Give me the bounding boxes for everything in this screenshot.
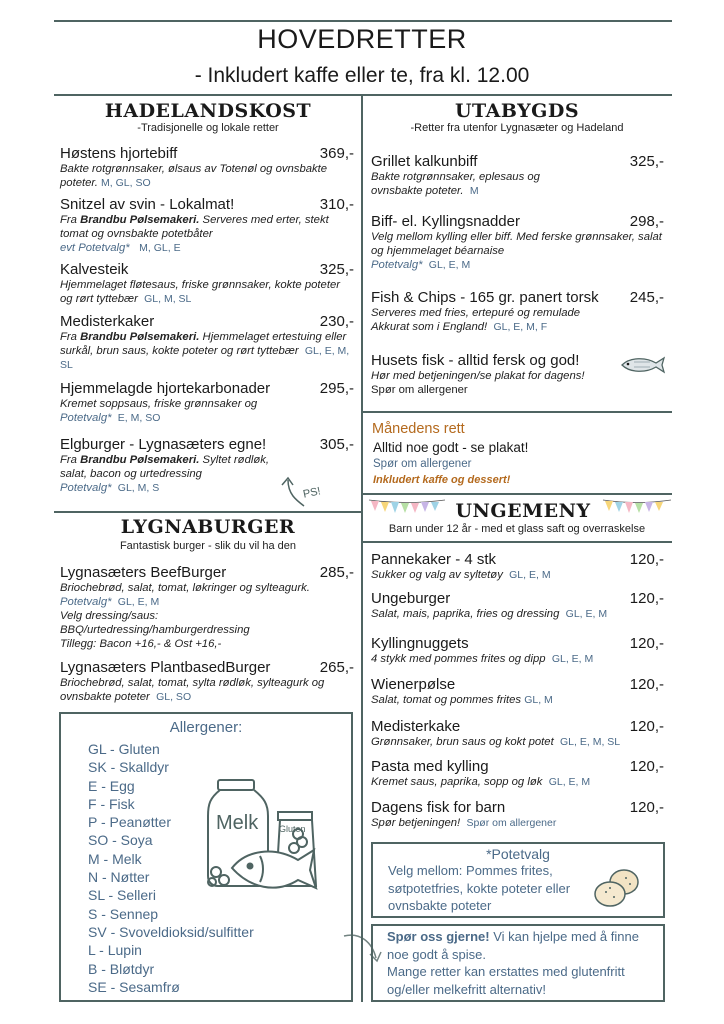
ps-note: PS! (301, 485, 322, 501)
item-name: Dagens fisk for barn (371, 799, 506, 816)
potetvalg-note: Potetvalg* (371, 259, 423, 271)
lygnaburger-subtitle: Fantastisk burger - slik du vil ha den (119, 540, 297, 552)
allergen-entry: SE - Sesamfrø (88, 978, 180, 995)
menu-item (60, 564, 354, 651)
allergen-codes: M, GL, SO (101, 177, 151, 189)
item-name: Grillet kalkunbiff (371, 153, 478, 170)
menu-item (60, 196, 354, 255)
item-desc: Kremet saus, paprika, sopp og løk GL, E, M (371, 776, 591, 788)
allergen-codes: GL, E, M (428, 259, 471, 271)
page-title: HOVEDRETTER (257, 24, 467, 54)
allergen-codes: E, M, SO (117, 412, 161, 424)
allergen-entry: F - Fisk (88, 795, 135, 812)
menu-item (371, 213, 664, 272)
item-price: 325,- (629, 153, 664, 170)
allergen-entry: SO - Soya (88, 832, 153, 849)
top-rule (54, 20, 672, 22)
item-name: Hjemmelagde hjortekarbonader (60, 380, 271, 397)
item-name: Medisterkaker (60, 313, 155, 330)
allergen-codes: Spør om allergener (466, 817, 557, 829)
bunting-right-icon (602, 497, 672, 517)
item-desc: Briochebrød, salat, tomat, sylta rødløk, sylteagurk og ovnsbakte poteter GL, SO (60, 677, 325, 703)
allergen-entry: E - Egg (88, 777, 135, 794)
allergen-entry: L - Lupin (88, 942, 142, 959)
item-desc: Salat, tomat og pommes frites GL, M (371, 694, 553, 706)
item-desc: Hør med betjeningen/se plakat for dagens! (371, 370, 585, 382)
maanedens-title: Månedens rett (372, 421, 465, 437)
menu-item (371, 676, 664, 707)
potetvalg-text: Velg mellom: Pommes frites, søtpotetfries, kokte poteter eller ovnsbakte poteter (388, 863, 571, 913)
spor-bold: Spør oss gjerne! (387, 929, 490, 944)
item-price: 285,- (319, 564, 354, 581)
item-price: 120,- (629, 551, 664, 568)
lygnaburger-rule (54, 511, 362, 513)
menu-item (60, 145, 354, 190)
allergen-codes: GL, SO (156, 691, 192, 703)
item-name: Kalvesteik (60, 261, 129, 278)
potato-icon (590, 862, 644, 912)
page-subtitle: - Inkludert kaffe eller te, fra kl. 12.00 (194, 64, 530, 87)
item-desc: Fra Brandbu Pølsemakeri. Hjemmelaget ertestuing eller surkål, brun saus, kokte poteter og rørt tyttebær GL, E, M, SL (60, 331, 350, 371)
item-price: 265,- (319, 659, 354, 676)
allergen-codes: GL, M (524, 694, 553, 706)
allergen-illustration-icon (198, 776, 328, 898)
item-desc: Bakte rotgrønnsaker, eplesaus og ovnsbakte poteter. M (371, 171, 540, 197)
item-name: Lygnasæters BeefBurger (60, 564, 227, 581)
potetvalg-note: Potetvalg* (60, 412, 112, 424)
item-name: Snitzel av svin - Lokalmat! (60, 196, 235, 213)
maanedens-line1: Alltid noe godt - se plakat! (373, 440, 529, 455)
item-price: 298,- (629, 213, 664, 230)
spor-text2: Mange retter kan erstattes med glutenfritt og/eller melkefritt alternativ! (387, 964, 625, 997)
swoosh-arrow-icon (342, 930, 384, 966)
item-price: 369,- (319, 145, 354, 162)
allergen-entry: N - Nøtter (88, 869, 150, 886)
item-name: Fish & Chips - 165 gr. panert torsk (371, 289, 599, 306)
menu-item (60, 380, 354, 425)
item-price: 230,- (319, 313, 354, 330)
potetvalg-note: Potetvalg* (60, 482, 112, 494)
item-price: 245,- (629, 289, 664, 306)
allergen-codes: GL, E, M (551, 653, 594, 665)
potetvalg-title: *Potetvalg (486, 846, 550, 862)
allergen-codes: GL, M, SL (144, 293, 192, 305)
item-price: 120,- (629, 758, 664, 775)
item-price: 305,- (319, 436, 354, 453)
item-name: Kyllingnuggets (371, 635, 469, 652)
allergen-codes: GL, E, M, SL (560, 736, 621, 748)
allergen-codes: GL, E, M, F (493, 321, 548, 333)
maanedens-top-rule (362, 411, 672, 413)
utabygds-title: UTABYGDS (454, 100, 580, 122)
menu-item (371, 718, 664, 749)
allergen-entry: M - Melk (88, 850, 142, 867)
allergen-entry: SK - Skalldyr (88, 759, 169, 776)
allergen-entry: B - Bløtdyr (88, 960, 155, 977)
utabygds-subtitle: -Retter fra utenfor Lygnasæter og Hadeland (410, 122, 624, 134)
menu-item (60, 261, 354, 306)
item-name: Pasta med kylling (371, 758, 489, 775)
item-price: 120,- (629, 590, 664, 607)
dressing-options: BBQ/urtedressing/hamburgerdressing (60, 624, 250, 636)
allergen-codes: GL, E, M (509, 569, 551, 581)
allergen-title: Allergener: (169, 719, 243, 736)
item-name: Medisterkake (371, 718, 461, 735)
menu-item (371, 799, 664, 830)
melk-label: Melk (216, 812, 259, 834)
item-price: 120,- (629, 676, 664, 693)
maanedens-line2: Spør om allergener (373, 458, 472, 470)
item-desc: Serveres med fries, ertepuré og remulade Akkurat som i England! GL, E, M, F (371, 307, 581, 333)
item-price: 120,- (629, 635, 664, 652)
menu-item (371, 635, 664, 666)
hadelandskost-title: HADELANDSKOST (104, 100, 312, 122)
item-price: 310,- (319, 196, 354, 213)
maanedens-bottom-rule (362, 493, 672, 495)
item-desc: Spør betjeningen! Spør om allergener (371, 817, 557, 829)
item-name: Biff- el. Kyllingsnadder (371, 213, 520, 230)
lygnaburger-title: LYGNABURGER (120, 516, 296, 538)
menu-item (371, 289, 664, 334)
potetvalg-note: Potetvalg* (60, 596, 112, 608)
allergen-codes: GL, E, M, SL (60, 345, 350, 371)
item-desc: Sukker og valg av syltetøy GL, E, M (371, 569, 551, 581)
item-desc: Velg mellom kylling eller biff. Med ferske grønnsaker, salat og hjemmelaget béarnaise Potetvalg* GL, E, M (371, 231, 662, 271)
allergen-codes: GL, E, M (117, 596, 160, 608)
item-name: Pannekaker - 4 stk (371, 551, 497, 568)
item-desc: Kremet soppsaus, friske grønnsaker og Potetvalg* E, M, SO (60, 398, 258, 424)
ungemeny-title: UNGEMENY (455, 500, 591, 522)
allergen-codes: M (469, 185, 479, 197)
menu-item (371, 551, 664, 582)
hadelandskost-subtitle: -Tradisjonelle og lokale retter (137, 122, 279, 134)
dressing-label: Velg dressing/saus: (60, 610, 159, 622)
allergen-entry: GL - Gluten (88, 741, 160, 757)
allergen-entry: SL - Selleri (88, 887, 156, 904)
allergen-codes: M, GL, E (139, 242, 181, 254)
maanedens-line3: Inkludert kaffe og dessert! (373, 474, 511, 486)
item-desc: Briochebrød, salat, tomat, løkringer og sylteagurk. Potetvalg* GL, E, M (60, 582, 310, 608)
item-name: Høstens hjortebiff (60, 145, 178, 162)
allergen-entry: P - Peanøtter (88, 814, 172, 831)
potetvalg-note: evt Potetvalg* (60, 242, 130, 254)
item-price: 295,- (319, 380, 354, 397)
addon-note: Tillegg: Bacon +16,- & Ost +16,- (60, 638, 222, 650)
item-desc: Salat, mais, paprika, fries og dressing GL, E, M (371, 608, 608, 620)
item-desc: Hjemmelaget fløtesaus, friske grønnsaker, kokte poteter og rørt tyttebær GL, M, SL (60, 279, 341, 305)
item-price: 325,- (319, 261, 354, 278)
allergen-entry: SV - Svoveldioksid/sulfitter (88, 923, 254, 940)
item-desc: 4 stykk med pommes frites og dipp GL, E, M (371, 653, 594, 665)
header-rule (54, 94, 672, 96)
spor-text: Spør oss gjerne! Vi kan hjelpe med å finne noe godt å spise. Mange retter kan erstattes med glutenfritt og/eller melkefritt alternativ! (387, 929, 639, 997)
item-name: Husets fisk - alltid fersk og god! (371, 352, 580, 369)
allergen-codes: GL, E, M (565, 608, 608, 620)
item-name: Elgburger - Lygnasæters egne! (60, 436, 267, 453)
fish-icon (618, 354, 666, 376)
allergen-codes: GL, M, S (117, 482, 160, 494)
gluten-label: Gluten (279, 824, 306, 834)
item-desc: Fra Brandbu Pølsemakeri. Syltet rødløk, salat, bacon og urtedressing Potetvalg* GL, M, S (60, 454, 270, 494)
menu-item (371, 153, 664, 198)
item-name: Lygnasæters PlantbasedBurger (60, 659, 271, 676)
item-name: Wienerpølse (371, 676, 456, 693)
item-desc: Grønnsaker, brun saus og kokt potet GL, E, M, SL (371, 736, 621, 748)
ungemeny-subtitle: Barn under 12 år - med et glass saft og overraskelse (388, 523, 646, 535)
item-desc: Bakte rotgrønnsaker, ølsaus av Totenøl og ovnsbakte poteter. M, GL, SO (60, 163, 328, 189)
allergen-ask: Spør om allergener (371, 384, 468, 396)
item-price: 120,- (629, 799, 664, 816)
allergen-codes: GL, E, M (548, 776, 591, 788)
menu-item (371, 590, 664, 621)
menu-item (60, 313, 354, 372)
allergen-entry: S - Sennep (88, 905, 159, 922)
ungemeny-rule (362, 541, 672, 543)
menu-item (60, 659, 354, 704)
bunting-left-icon (368, 497, 446, 517)
menu-item (371, 758, 664, 789)
item-price: 120,- (629, 718, 664, 735)
item-name: Ungeburger (371, 590, 451, 607)
item-desc: Fra Brandbu Pølsemakeri. Serveres med erter, stekt tomat og ovnsbakte potetbåter evt Potetvalg* M, GL, E (60, 214, 329, 254)
